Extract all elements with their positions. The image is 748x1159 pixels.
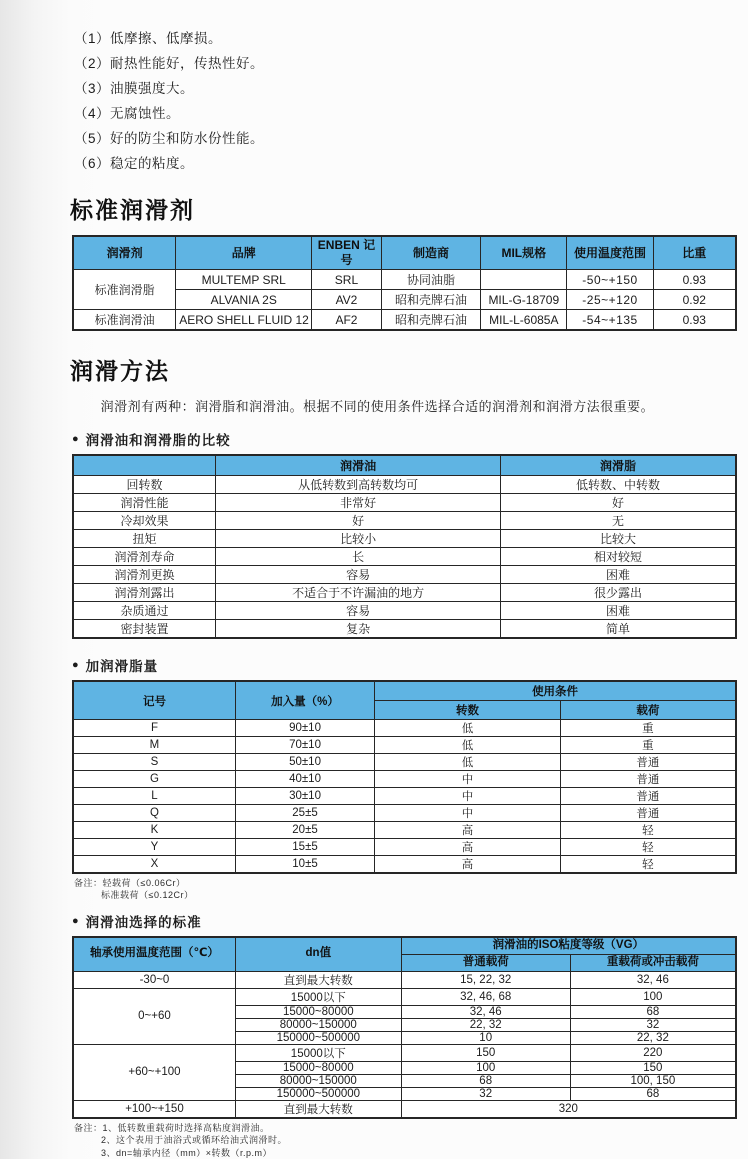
table-cell: AERO SHELL FLUID 12: [176, 310, 312, 331]
table-cell: 中: [375, 805, 561, 822]
table-cell: 冷却效果: [73, 512, 216, 530]
table-cell: 100: [401, 1061, 570, 1074]
table-cell: 32: [401, 1087, 570, 1100]
table-cell: 32, 46: [570, 971, 736, 988]
table-row: [73, 856, 736, 874]
table-row: [73, 788, 736, 805]
table-row: [73, 530, 736, 548]
table-cell: 很少露出: [501, 584, 736, 602]
bullet-icon: ●: [72, 914, 79, 927]
table-cell: 68: [570, 1087, 736, 1100]
table-cell: 轻: [560, 856, 736, 874]
table-row: [73, 771, 736, 788]
table-header-cell: 润滑油: [216, 455, 501, 476]
table-cell: 比较大: [501, 530, 736, 548]
table-header-cell: 润滑脂: [501, 455, 736, 476]
table-cell: SRL: [312, 270, 382, 290]
table-cell: 10: [401, 1031, 570, 1044]
table-row: [73, 310, 736, 331]
table-cell: 中: [375, 788, 561, 805]
section-title-standard-lubricant: 标准润滑剂: [70, 197, 195, 223]
table-cell: 高: [375, 856, 561, 874]
section-title-lubrication-method: 润滑方法: [70, 358, 170, 384]
table-cell: 直到最大转数: [235, 971, 401, 988]
table-cell: 重: [560, 737, 736, 754]
method-intro-paragraph: 润滑剂有两种：润滑脂和润滑油。根据不同的使用条件选择合适的润滑剂和润滑方法很重要。: [100, 399, 655, 414]
table-cell: -50~+150: [567, 270, 653, 290]
table-cell: -54~+135: [567, 310, 653, 331]
table-cell: 70±10: [235, 737, 374, 754]
table-cell: 100: [570, 988, 736, 1005]
table-cell: F: [73, 720, 235, 737]
table-cell: 无: [501, 512, 736, 530]
table-cell: 30±10: [235, 788, 374, 805]
table-header-cell: 制造商: [381, 236, 480, 270]
subsection-title: 润滑油选择的标准: [85, 915, 202, 930]
table-cell: 320: [401, 1100, 736, 1118]
table-cell: 回转数: [73, 476, 216, 494]
table-header-cell: 使用温度范围: [567, 236, 653, 270]
table-cell: 15000~80000: [235, 1005, 401, 1018]
table-row: [73, 681, 736, 701]
table-cell: 轻: [560, 822, 736, 839]
table-cell: L: [73, 788, 235, 805]
table-cell: 杂质通过: [73, 602, 216, 620]
table-cell: 32, 46, 68: [401, 988, 570, 1005]
table-cell: 15000~80000: [235, 1061, 401, 1074]
table-cell: 20±5: [235, 822, 374, 839]
table-cell: 0.93: [653, 310, 736, 331]
subsection-title: 润滑油和润滑脂的比较: [85, 433, 231, 448]
table-cell: 0.93: [653, 270, 736, 290]
bullet-icon: ●: [72, 658, 79, 671]
table-row: [73, 1044, 736, 1061]
table-cell: 15±5: [235, 839, 374, 856]
table-cell: 普通: [560, 771, 736, 788]
table-cell: 32: [570, 1018, 736, 1031]
note-line: 3、dn=轴承内径（mm）×转数（r.p.m）: [101, 1147, 273, 1158]
table-header-cell: 比重: [653, 236, 736, 270]
subsection-comparison: [72, 429, 737, 449]
table-row: [73, 566, 736, 584]
list-item: （4）无腐蚀性。: [74, 106, 181, 121]
table-cell: 普通: [560, 754, 736, 771]
table-cell: 22, 32: [570, 1031, 736, 1044]
table-cell: 高: [375, 839, 561, 856]
grease-amount-table: [72, 680, 737, 874]
list-item: （3）油膜强度大。: [74, 81, 195, 96]
table-cell: 68: [401, 1074, 570, 1087]
table-cell: 40±10: [235, 771, 374, 788]
table-cell: 轻: [560, 839, 736, 856]
table-cell: -30~0: [73, 971, 235, 988]
oil-grease-comparison-table: [72, 454, 737, 639]
list-item: （5）好的防尘和防水份性能。: [74, 131, 265, 146]
table-cell: 普通: [560, 805, 736, 822]
table-row: [73, 988, 736, 1005]
table-row: [73, 839, 736, 856]
table-cell: 比较小: [216, 530, 501, 548]
table-row: [73, 737, 736, 754]
table-cell: 润滑剂寿命: [73, 548, 216, 566]
table-cell: G: [73, 771, 235, 788]
table-cell: 低: [375, 737, 561, 754]
table-row: [73, 602, 736, 620]
note-line: 2、这个表用于油浴式或循环给油式润滑时。: [101, 1135, 288, 1146]
list-item: （6）稳定的粘度。: [74, 156, 195, 171]
table-cell: 协同油脂: [381, 270, 480, 290]
table-cell: 困难: [501, 566, 736, 584]
table-row: [73, 937, 736, 954]
table-header-cell: 载荷: [560, 701, 736, 720]
table-row: [73, 971, 736, 988]
table-cell: MIL-L-6085A: [481, 310, 567, 331]
table-cell: MULTEMP SRL: [176, 270, 312, 290]
table-row: [73, 548, 736, 566]
table-cell: 150000~500000: [235, 1031, 401, 1044]
table-cell: 扭矩: [73, 530, 216, 548]
table-cell: 0.92: [653, 290, 736, 310]
table-cell: 32, 46: [401, 1005, 570, 1018]
table-row: [73, 236, 736, 270]
table-row: [73, 620, 736, 639]
table-cell: 150: [570, 1061, 736, 1074]
table-cell: 好: [501, 494, 736, 512]
table-cell: AF2: [312, 310, 382, 331]
note-line: 备注：轻载荷（≤0.06Cr）: [74, 878, 186, 888]
table-header-cell: 轴承使用温度范围（℃）: [73, 937, 235, 971]
table-cell: MIL-G-18709: [481, 290, 567, 310]
table-row: [73, 754, 736, 771]
standard-lubricant-table: [72, 235, 737, 331]
table-row: [73, 805, 736, 822]
grease-advantages-list: [74, 26, 737, 176]
table-cell: 25±5: [235, 805, 374, 822]
table-cell: 80000~150000: [235, 1018, 401, 1031]
table-header-cell: dn值: [235, 937, 401, 971]
table-cell: 220: [570, 1044, 736, 1061]
table-cell: AV2: [312, 290, 382, 310]
table-header-cell: ENBEN 记号: [312, 236, 382, 270]
table-cell: 普通: [560, 788, 736, 805]
table-cell: X: [73, 856, 235, 874]
table-header-cell: [73, 455, 216, 476]
table-cell: 0~+60: [73, 988, 235, 1044]
table-header-cell: 加入量（%）: [235, 681, 374, 720]
table-cell: Y: [73, 839, 235, 856]
table-header-cell: 重载荷或冲击载荷: [570, 954, 736, 971]
table-cell: 68: [570, 1005, 736, 1018]
note-line: 备注：1、低转数重载荷时选择高粘度润滑油。: [74, 1122, 270, 1133]
table-cell: 密封装置: [73, 620, 216, 639]
table-cell: 高: [375, 822, 561, 839]
table-header-cell: MIL规格: [481, 236, 567, 270]
table-cell: 简单: [501, 620, 736, 639]
table-cell: 容易: [216, 566, 501, 584]
subsection-grease-amount: [72, 655, 737, 675]
table-cell: ALVANIA 2S: [176, 290, 312, 310]
table-cell: 标准润滑脂: [73, 270, 176, 310]
table-cell: 昭和壳牌石油: [381, 290, 480, 310]
table-row: [73, 512, 736, 530]
table-cell: 直到最大转数: [235, 1100, 401, 1118]
table-cell: 15000以下: [235, 988, 401, 1005]
table-cell: 润滑剂更换: [73, 566, 216, 584]
list-item: （1）低摩擦、低摩损。: [74, 31, 223, 46]
table-cell: 标准润滑油: [73, 310, 176, 331]
table-header-cell: 记号: [73, 681, 235, 720]
table-cell: 22, 32: [401, 1018, 570, 1031]
table-cell: 不适合于不许漏油的地方: [216, 584, 501, 602]
table-cell: 15000以下: [235, 1044, 401, 1061]
table-row: [73, 1100, 736, 1118]
table-row: [73, 270, 736, 290]
table-cell: 低: [375, 754, 561, 771]
table-cell: 15, 22, 32: [401, 971, 570, 988]
table-cell: 相对较短: [501, 548, 736, 566]
table-row: [73, 822, 736, 839]
table-cell: 从低转数到高转数均可: [216, 476, 501, 494]
table-cell: M: [73, 737, 235, 754]
table-cell: 容易: [216, 602, 501, 620]
table-cell: +100~+150: [73, 1100, 235, 1118]
table-cell: 50±10: [235, 754, 374, 771]
grease-table-notes: [74, 877, 737, 901]
table-cell: 非常好: [216, 494, 501, 512]
table-cell: 昭和壳牌石油: [381, 310, 480, 331]
table-cell: 100, 150: [570, 1074, 736, 1087]
table-cell: 复杂: [216, 620, 501, 639]
table-header-cell: 转数: [375, 701, 561, 720]
table-row: [73, 476, 736, 494]
bullet-icon: ●: [72, 432, 79, 445]
table-cell: Q: [73, 805, 235, 822]
table-header-cell: 使用条件: [375, 681, 736, 701]
table-cell: 10±5: [235, 856, 374, 874]
table-header-cell: 品牌: [176, 236, 312, 270]
table-cell: 低: [375, 720, 561, 737]
table-row: [73, 494, 736, 512]
table-cell: 150000~500000: [235, 1087, 401, 1100]
table-cell: 困难: [501, 602, 736, 620]
table-cell: S: [73, 754, 235, 771]
table-header-cell: 润滑剂: [73, 236, 176, 270]
table-row: [73, 584, 736, 602]
oil-selection-table: [72, 936, 737, 1119]
table-cell: 长: [216, 548, 501, 566]
table-header-cell: 普通载荷: [401, 954, 570, 971]
table-cell: [481, 270, 567, 290]
table-cell: 中: [375, 771, 561, 788]
table-cell: 重: [560, 720, 736, 737]
table-cell: K: [73, 822, 235, 839]
table-cell: -25~+120: [567, 290, 653, 310]
table-cell: 150: [401, 1044, 570, 1061]
table-cell: 润滑剂露出: [73, 584, 216, 602]
table-row: [73, 720, 736, 737]
table-cell: 低转数、中转数: [501, 476, 736, 494]
table-header-cell: 润滑油的ISO粘度等级（VG）: [401, 937, 736, 954]
table-cell: 润滑性能: [73, 494, 216, 512]
note-line: 标准载荷（≤0.12Cr）: [101, 890, 194, 900]
oil-table-notes: [74, 1122, 737, 1159]
subsection-oil-selection: [72, 911, 737, 931]
table-cell: +60~+100: [73, 1044, 235, 1100]
table-cell: 90±10: [235, 720, 374, 737]
subsection-title: 加润滑脂量: [85, 659, 159, 674]
table-cell: 80000~150000: [235, 1074, 401, 1087]
table-cell: 好: [216, 512, 501, 530]
table-row: [73, 455, 736, 476]
list-item: （2）耐热性能好，传热性好。: [74, 56, 265, 71]
